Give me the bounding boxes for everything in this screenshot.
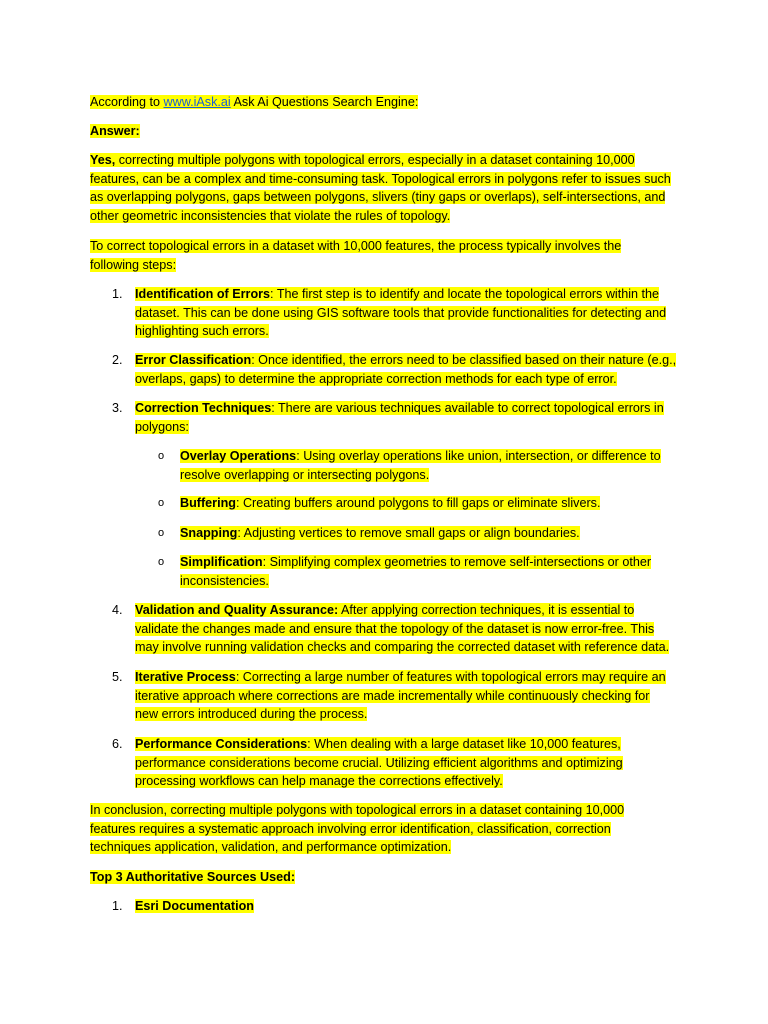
bullet-marker: o [158, 497, 165, 509]
step-item-2: Error Classification: Once identified, the errors need to be classified based on their nature (e.g., overlaps, gaps) to determine the appropriate correction methods for each type of error. [135, 353, 677, 386]
step-number: 2. [112, 353, 123, 367]
source-number: 1. [112, 899, 123, 913]
bullet-marker: o [158, 527, 165, 539]
step-number: 5. [112, 670, 123, 684]
step-item-5: Iterative Process: Correcting a large number of features with topological errors may require an iterative approach where corrections are made incrementally while continuously checking for new errors introduced during the process. [135, 670, 666, 722]
step-number: 1. [112, 287, 123, 301]
step-number: 4. [112, 603, 123, 617]
technique-item-simplification: Simplification: Simplifying complex geometries to remove self-intersections or other inconsistencies. [180, 555, 652, 588]
step-number: 3. [112, 401, 123, 415]
iask-link[interactable]: www.iAsk.ai [163, 95, 231, 109]
answer-heading: Answer: [90, 124, 140, 138]
steps-intro: To correct topological errors in a dataset with 10,000 features, the process typically involves the following steps: [90, 239, 622, 272]
bullet-marker: o [158, 556, 165, 568]
bullet-marker: o [158, 450, 165, 462]
step-item-6: Performance Considerations: When dealing with a large dataset like 10,000 features, performance considerations become crucial. Utilizing efficient algorithms and optimizing processing workflows can help manage the corrections effectively. [135, 737, 623, 789]
technique-item-overlay: Overlay Operations: Using overlay operations like union, intersection, or difference to resolve overlapping or intersecting polygons. [180, 449, 661, 482]
step-item-3: Correction Techniques: There are various techniques available to correct topological errors in polygons: [135, 401, 664, 434]
conclusion-paragraph: In conclusion, correcting multiple polygons with topological errors in a dataset containing 10,000 features requires a systematic approach involving error identification, classification, correction techniques application, validation, and performance optimization. [90, 803, 625, 855]
step-number: 6. [112, 737, 123, 751]
answer-paragraph: Yes, correcting multiple polygons with topological errors, especially in a dataset containing 10,000 features, can be a complex and time-consuming task. Topological errors in polygons refer to issues such as overlapping polygons, gaps between polygons, slivers (tiny gaps or overlaps), self-intersections, and other geometric inconsistencies that violate the rules of topology. [90, 153, 671, 224]
technique-item-snapping: Snapping: Adjusting vertices to remove small gaps or align boundaries. [180, 526, 580, 540]
source-item-esri: Esri Documentation [135, 899, 254, 913]
step-item-4: Validation and Quality Assurance: After applying correction techniques, it is essential to validate the changes made and ensure that the topology of the dataset is now error-free. This may involve running validation checks and comparing the corrected dataset with reference data. [135, 603, 670, 655]
intro-suffix: Ask Ai Questions Search Engine: [230, 95, 419, 109]
sources-heading: Top 3 Authoritative Sources Used: [90, 870, 296, 884]
intro-line [90, 93, 690, 112]
step-item-1: Identification of Errors: The first step is to identify and locate the topological errors within the dataset. This can be done using GIS software tools that provide functionalities for detecting and highlighting such errors. [135, 287, 667, 339]
technique-item-buffering: Buffering: Creating buffers around polygons to fill gaps or eliminate slivers. [180, 496, 601, 510]
intro-prefix: According to [90, 95, 164, 109]
